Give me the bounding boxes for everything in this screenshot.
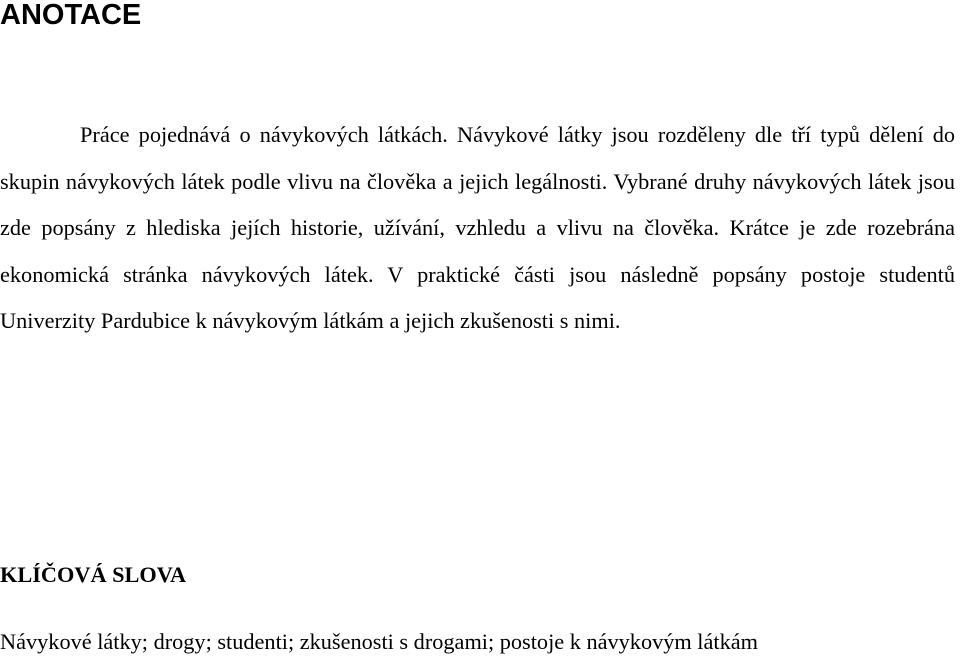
annotation-heading: ANOTACE bbox=[0, 0, 142, 31]
annotation-paragraph: Práce pojednává o návykových látkách. Návykové látky jsou rozděleny dle tří typů dělení do skupin návykových látek podle vlivu na člověka a jejich legálnosti. Vybrané druhy návykových látek jsou zde popsány z hlediska jejích historie, užívání, vzhledu a vlivu na člověka. Krátce je zde rozebrána ekonomická stránka návykových látek. V praktické části jsou následně popsány postoje studentů Univerzity Pardubice k návykovým látkám a jejich zkušenosti s nimi. bbox=[0, 122, 955, 334]
keywords-heading: KLÍČOVÁ SLOVA bbox=[0, 562, 187, 587]
keywords-list: Návykové látky; drogy; studenti; zkušenosti s drogami; postoje k návykovým látkám bbox=[0, 629, 758, 654]
